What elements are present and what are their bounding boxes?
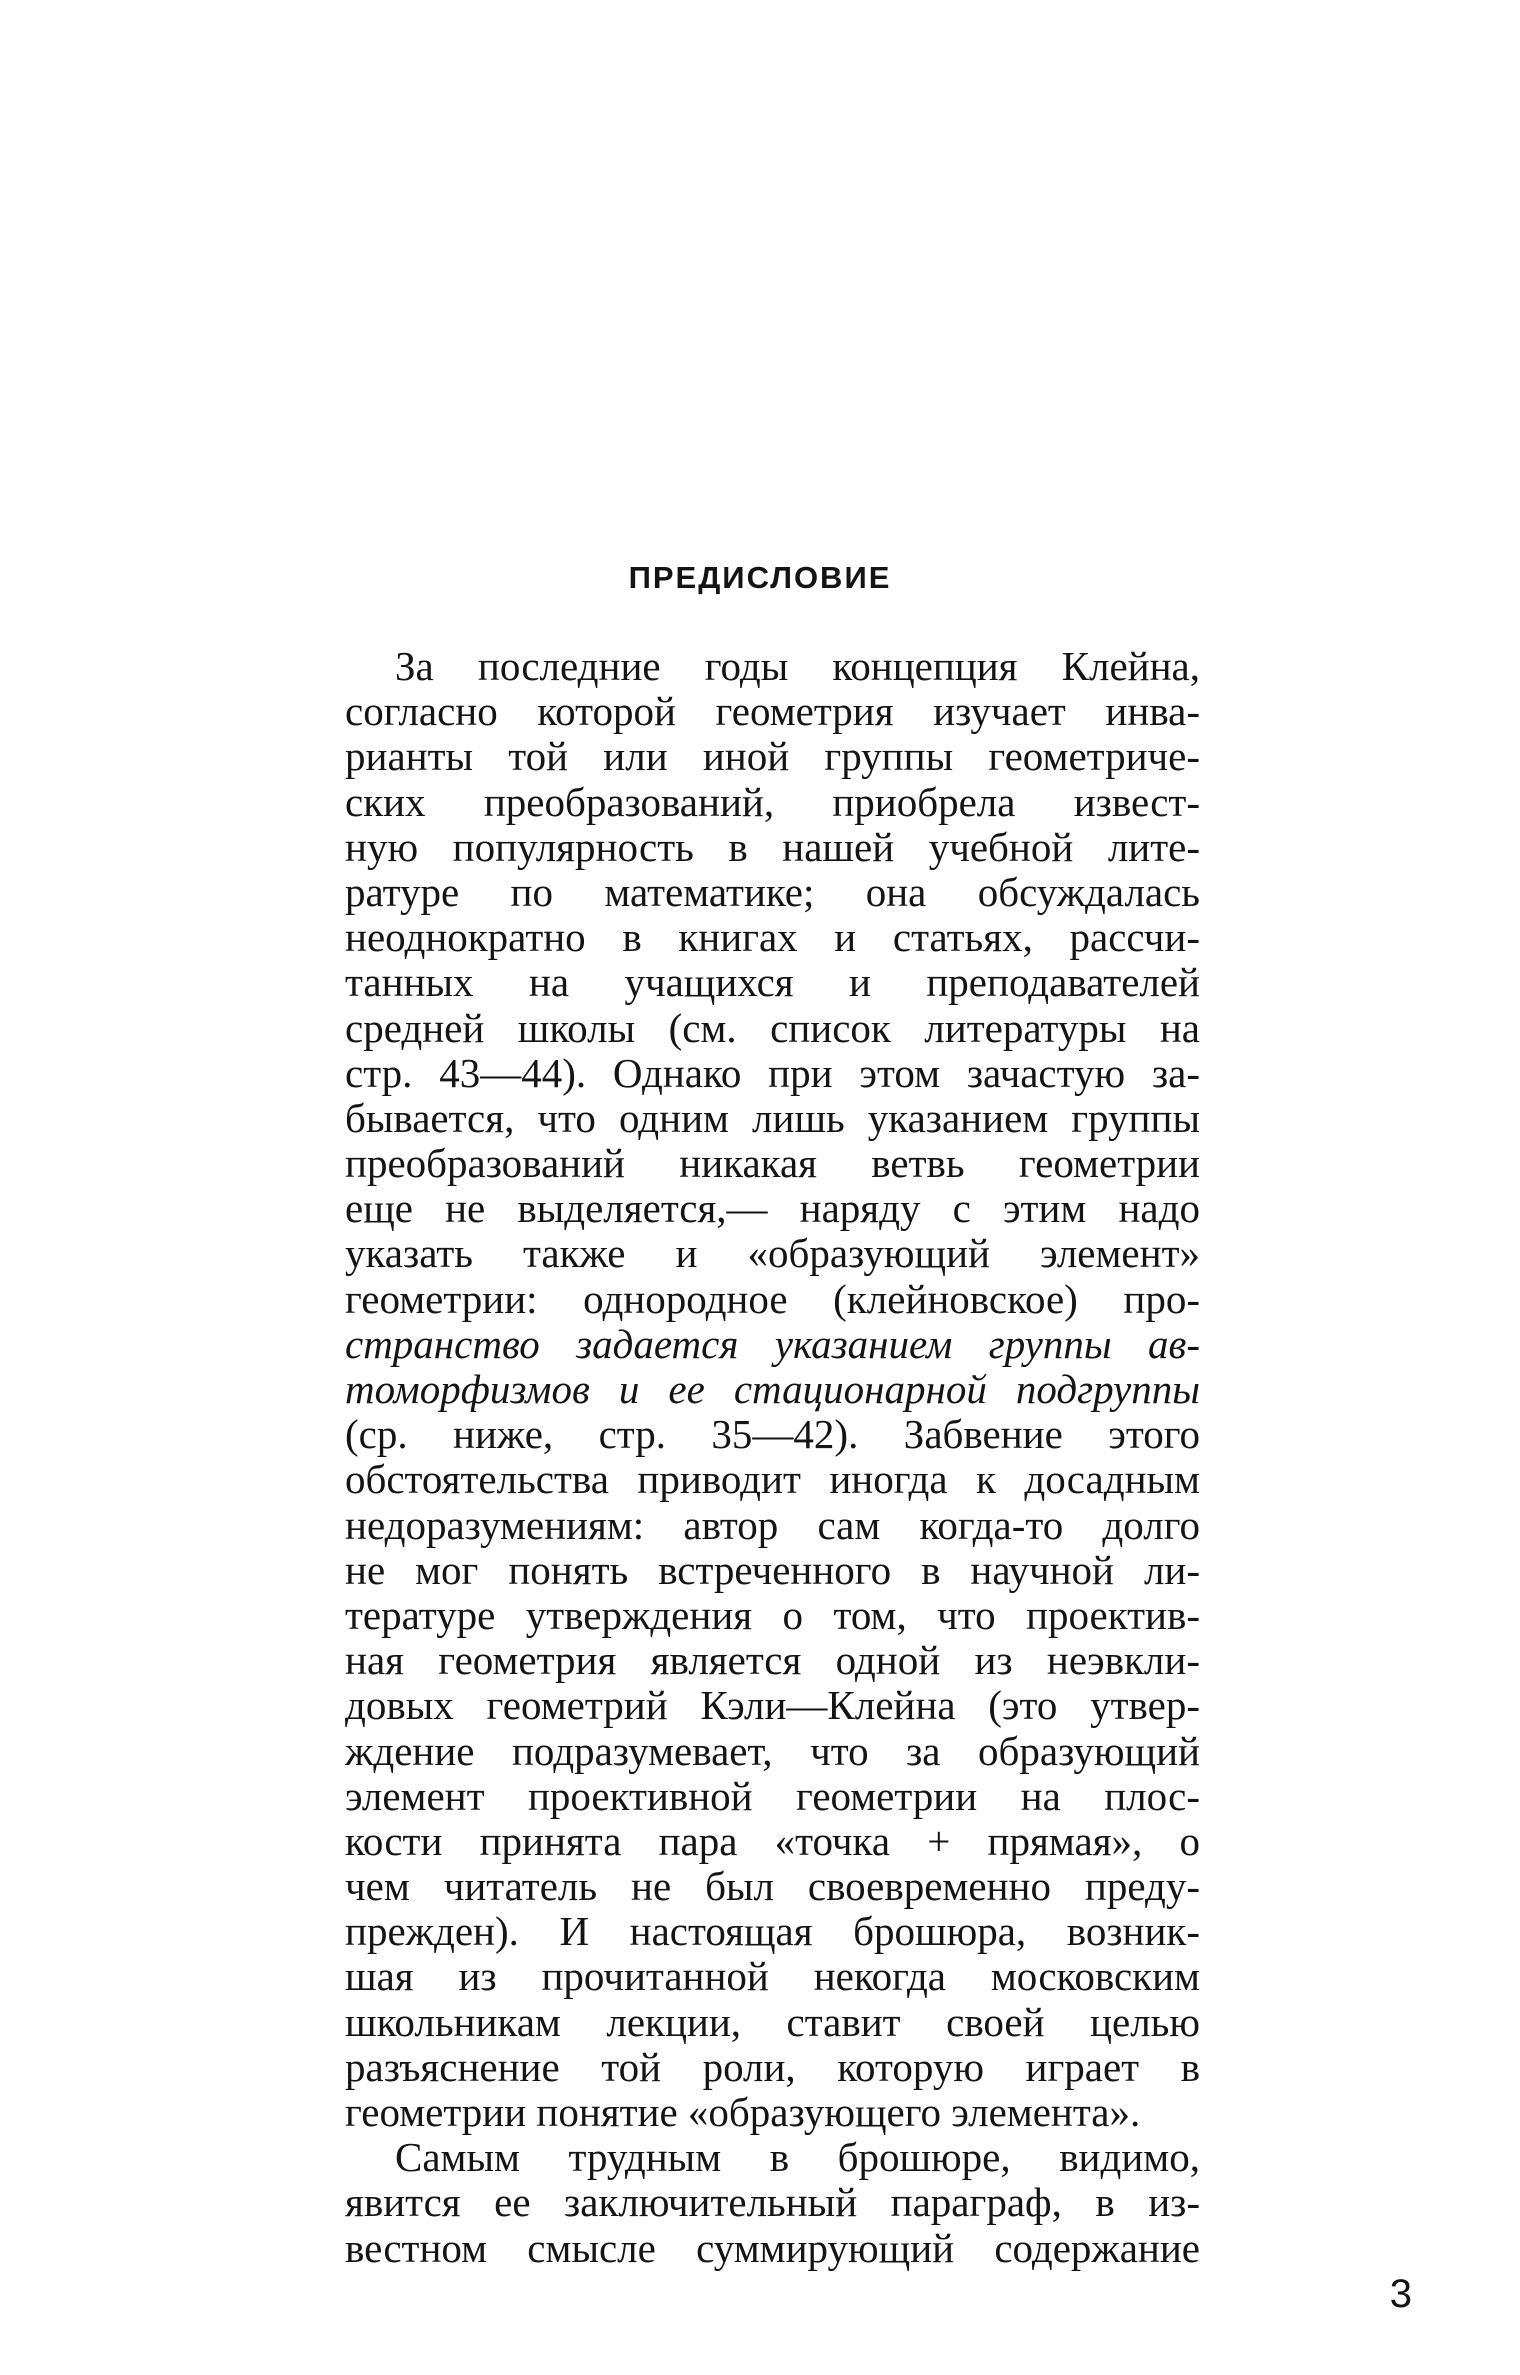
text-line: обстоятельства приводит иногда к досадным xyxy=(345,1456,1200,1503)
text-line: ную популярность в нашей учебной лите- xyxy=(345,823,1200,870)
text-line: кости принята пара «точка + прямая», о xyxy=(345,1817,1200,1864)
text-line: танных на учащихся и преподавателей xyxy=(345,959,1200,1006)
text-line: указать также и «образующий элемент» xyxy=(345,1230,1200,1277)
paragraph-1 xyxy=(345,644,1200,2135)
text-line: чем читатель не был своевременно преду- xyxy=(345,1863,1200,1910)
text-line: рианты той или иной группы геометриче- xyxy=(345,733,1200,780)
text-line: Самым трудным в брошюре, видимо, xyxy=(395,2134,1200,2181)
text-line: геометрии понятие «образующего элемента». xyxy=(345,2089,1141,2135)
text-line: элемент проективной геометрии на плос- xyxy=(345,1772,1200,1819)
page-number: 3 xyxy=(1389,2272,1412,2316)
text-line: довых геометрий Кэли—Клейна (это утвер- xyxy=(345,1682,1200,1729)
text-line: школьникам лекции, ставит своей целью xyxy=(345,1998,1200,2045)
text-line: ная геометрия является одной из неэвкли- xyxy=(345,1637,1200,1684)
text-line-italic: томорфизмов и ее стационарной подгруппы xyxy=(345,1366,1200,1412)
text-line: преобразований никакая ветвь геометрии xyxy=(345,1140,1200,1187)
text-line: ждение подразумевает, что за образующий xyxy=(345,1727,1200,1774)
text-line: ских преобразований, приобрела извест- xyxy=(345,778,1200,825)
text-line: разъяснение той роли, которую играет в xyxy=(345,2043,1200,2090)
text-line: средней школы (см. список литературы на xyxy=(345,1004,1200,1051)
page-title: ПРЕДИСЛОВИЕ xyxy=(628,560,892,595)
text-line: шая из прочитанной некогда московским xyxy=(345,1953,1200,2000)
text-line: неоднократно в книгах и статьях, рассчи- xyxy=(345,914,1200,961)
text-line: еще не выделяется,— наряду с этим надо xyxy=(345,1185,1200,1232)
text-line: вестном смысле суммирующий содержание xyxy=(345,2224,1200,2271)
text-line: За последние годы концепция Клейна, xyxy=(395,643,1200,689)
text-line: тературе утверждения о том, что проектив- xyxy=(345,1591,1200,1638)
text-line: (ср. ниже, стр. 35—42). Забвение этого xyxy=(345,1411,1200,1458)
text-line: геометрии: однородное (клейновское) про- xyxy=(345,1275,1200,1322)
text-line: согласно которой геометрия изучает инва- xyxy=(345,688,1200,735)
text-line-italic: странство задается указанием группы ав- xyxy=(345,1320,1200,1367)
preface-text xyxy=(345,644,1200,2271)
paragraph-2 xyxy=(345,2135,1200,2271)
text-line: бывается, что одним лишь указанием группы xyxy=(345,1094,1200,1141)
text-line: ратуре по математике; она обсуждалась xyxy=(345,868,1200,915)
text-line: явится ее заключительный параграф, в из- xyxy=(345,2179,1200,2226)
text-line: недоразумениям: автор сам когда-то долго xyxy=(345,1501,1200,1548)
text-line: не мог понять встреченного в научной ли- xyxy=(345,1546,1200,1593)
text-line: прежден). И настоящая брошюра, возник- xyxy=(345,1908,1200,1955)
text-line: стр. 43—44). Однако при этом зачастую за- xyxy=(345,1049,1200,1096)
